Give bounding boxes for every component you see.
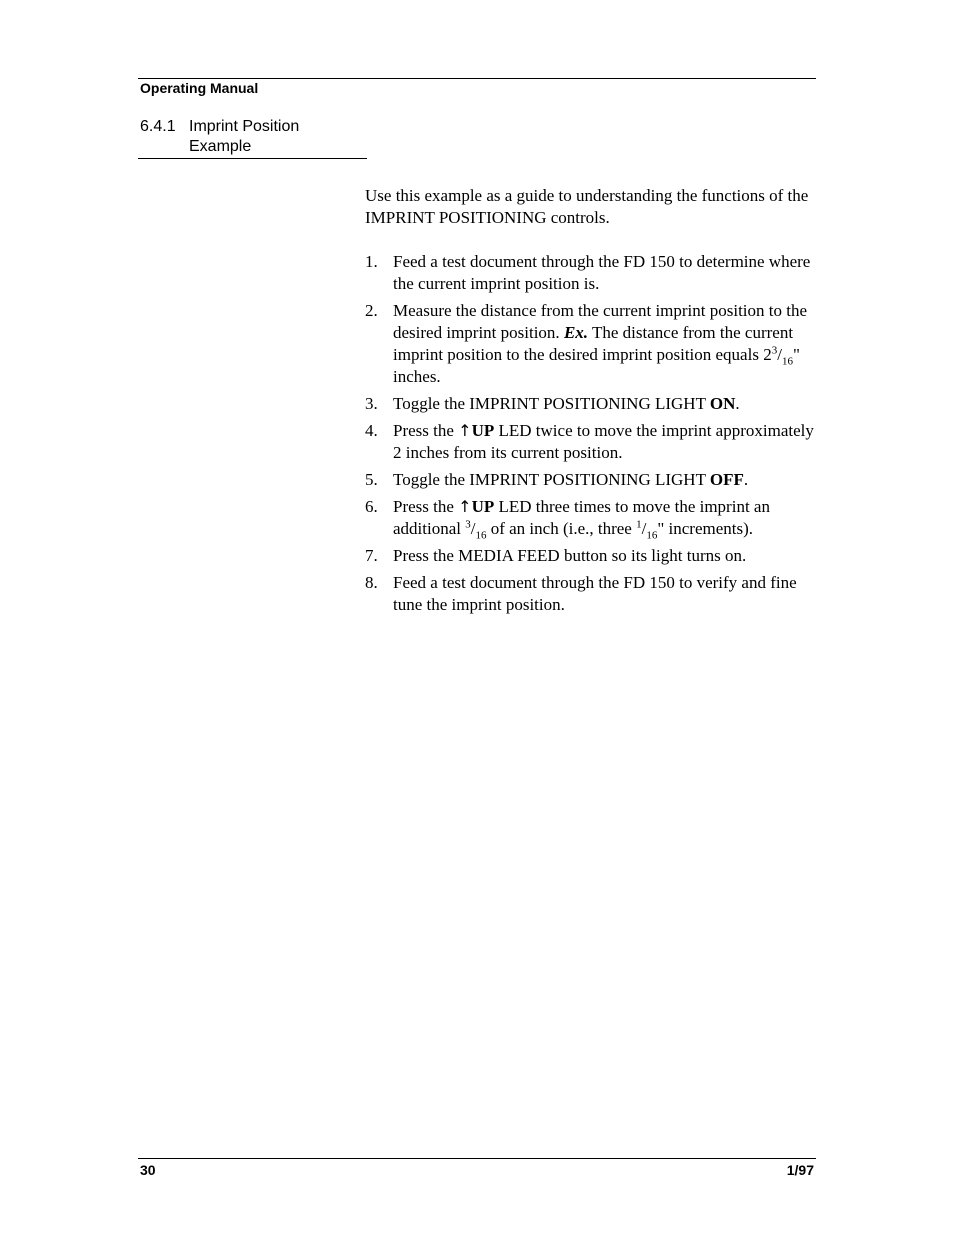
fraction-slash: /	[641, 519, 647, 538]
fraction-numerator: 1	[636, 518, 642, 531]
example-label: Ex.	[563, 323, 589, 342]
emphasis-off: OFF	[709, 470, 744, 489]
step-text: .	[735, 394, 740, 413]
section-rule	[138, 158, 367, 159]
list-item	[365, 393, 815, 415]
step-number: 7.	[365, 546, 378, 565]
step-number: 4.	[365, 421, 378, 440]
list-item	[365, 469, 815, 491]
up-arrow-icon: ↑	[458, 497, 472, 516]
step-text: Press the	[393, 421, 454, 440]
step-text: LED three times to move the imprint an additional	[393, 497, 770, 538]
intro-paragraph: Use this example as a guide to understanding the functions of the IMPRINT POSITIONING controls.	[365, 186, 809, 227]
list-item	[365, 420, 815, 464]
fraction-numerator: 3	[465, 518, 471, 531]
revision-date: 1/97	[786, 1162, 814, 1178]
page-number: 30	[140, 1162, 156, 1178]
step-text: of an inch (i.e., three	[490, 519, 632, 538]
list-item	[365, 251, 815, 295]
section-title	[189, 117, 299, 157]
step-number: 8.	[365, 573, 378, 592]
step-text: Press the	[393, 497, 454, 516]
section-title-line2: Example	[189, 138, 252, 155]
step-text: " increments).	[657, 519, 754, 538]
fraction-slash: /	[470, 519, 476, 538]
step-number: 2.	[365, 301, 378, 320]
list-item	[365, 300, 815, 388]
list-item	[365, 572, 815, 616]
emphasis-up: UP	[471, 421, 495, 440]
header-title: Operating Manual	[140, 80, 259, 96]
fraction-denominator: 16	[475, 529, 487, 542]
step-number: 5.	[365, 470, 378, 489]
fraction-denominator: 16	[781, 355, 793, 368]
step-text: " inches.	[393, 345, 800, 386]
step-number: 3.	[365, 394, 378, 413]
step-text: .	[743, 470, 749, 489]
step-text: Feed a test document through the FD 150 to determine where the current imprint position is.	[393, 252, 811, 293]
fraction-slash: /	[777, 345, 782, 364]
list-item	[365, 496, 815, 540]
section-title-line1: Imprint Position	[189, 118, 300, 135]
section-number: 6.4.1	[140, 118, 176, 135]
list-item	[365, 545, 815, 567]
emphasis-on: ON	[709, 394, 736, 413]
step-number: 1.	[365, 252, 378, 271]
step-text: The distance from the current imprint position to the desired imprint position equals 2	[393, 323, 794, 364]
up-arrow-icon: ↑	[458, 421, 472, 440]
steps-list	[365, 251, 815, 621]
step-text: Measure the distance from the current imprint position to the desired imprint position.	[393, 301, 808, 342]
step-number: 6.	[365, 497, 378, 516]
emphasis-up: UP	[471, 497, 495, 516]
fraction-numerator: 3	[771, 344, 778, 357]
step-text: Toggle the IMPRINT POSITIONING LIGHT	[393, 470, 706, 489]
footer-rule	[138, 1158, 816, 1159]
fraction-denominator: 16	[646, 529, 658, 542]
step-text: Toggle the IMPRINT POSITIONING LIGHT	[393, 394, 706, 413]
step-text: LED twice to move the imprint approximately 2 inches from its current position.	[393, 421, 814, 462]
step-text: Press the MEDIA FEED button so its light turns on.	[393, 546, 747, 565]
step-text: Feed a test document through the FD 150 to verify and fine tune the imprint position.	[393, 573, 797, 614]
